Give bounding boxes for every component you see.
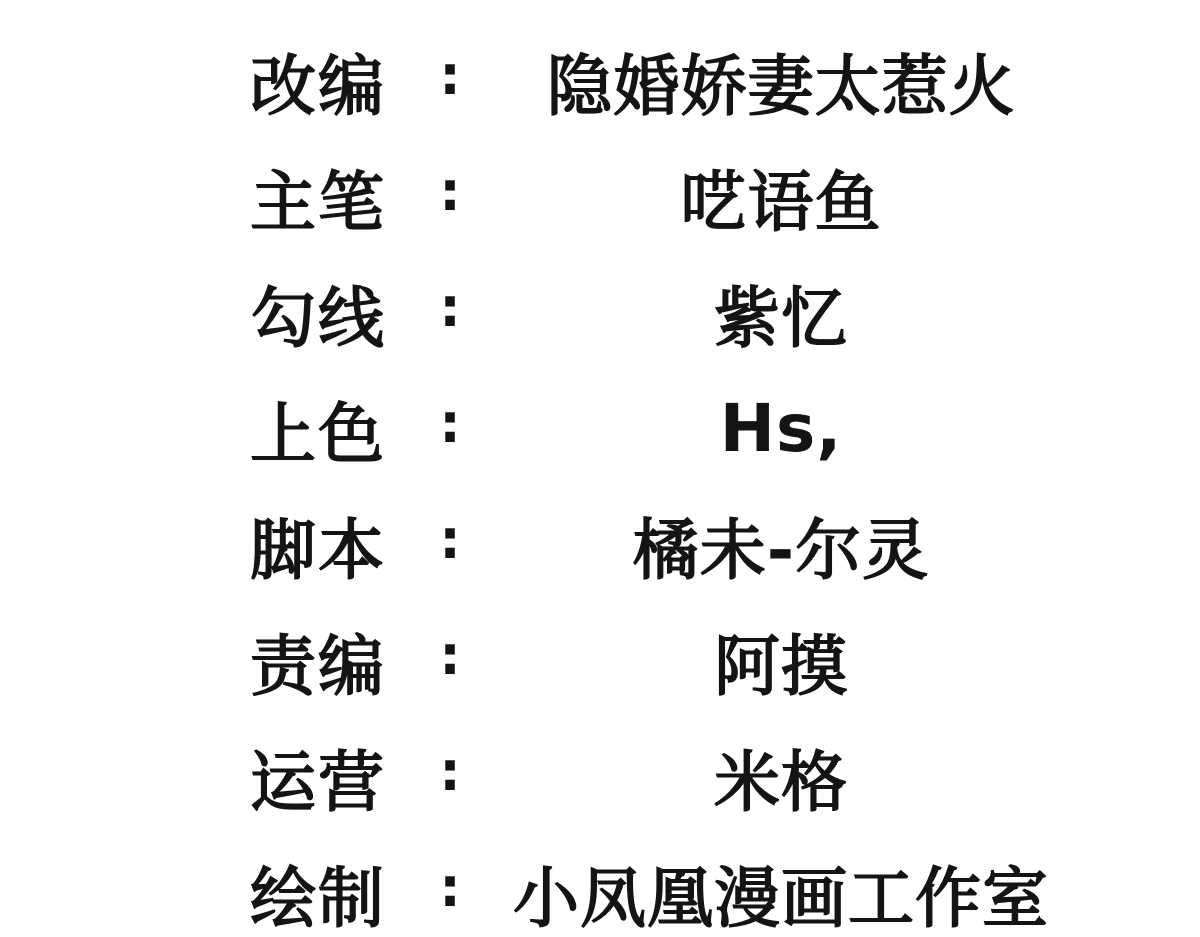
credit-row-production-studio bbox=[0, 834, 1200, 937]
credit-role-label: 运营 bbox=[250, 743, 386, 821]
credit-row-script bbox=[0, 486, 1200, 602]
credit-colon: : bbox=[439, 508, 461, 571]
credit-row-adaptation bbox=[0, 22, 1200, 138]
credit-role-label: 绘制 bbox=[250, 859, 386, 937]
credit-name-value: 米格 bbox=[714, 743, 848, 821]
credit-colon: : bbox=[439, 392, 461, 455]
credit-role-label: 勾线 bbox=[250, 279, 386, 357]
credit-role-label: 责编 bbox=[250, 627, 386, 705]
credit-name-value: 橘未-尔灵 bbox=[632, 511, 930, 589]
credit-name-value: 呓语鱼 bbox=[680, 163, 882, 241]
credit-colon: : bbox=[439, 856, 461, 919]
credit-role-label: 改编 bbox=[250, 47, 386, 125]
credit-row-lead-artist bbox=[0, 138, 1200, 254]
credit-row-editor bbox=[0, 602, 1200, 718]
credit-role-label: 脚本 bbox=[250, 511, 386, 589]
credit-name-value: 隐婚娇妻太惹火 bbox=[546, 47, 1016, 125]
credit-row-coloring bbox=[0, 370, 1200, 486]
credit-colon: : bbox=[439, 160, 461, 223]
credit-name-value: 小凤凰漫画工作室 bbox=[513, 859, 1049, 937]
credit-name-value: 阿摸 bbox=[714, 627, 848, 705]
credit-role-label: 上色 bbox=[250, 395, 386, 473]
credit-role-label: 主笔 bbox=[250, 163, 386, 241]
credit-name-value: 紫忆 bbox=[714, 279, 848, 357]
credit-row-line-art bbox=[0, 254, 1200, 370]
credit-colon: : bbox=[439, 276, 461, 339]
credit-name-value: Hs, bbox=[719, 389, 843, 467]
credit-colon: : bbox=[439, 44, 461, 107]
credit-row-operations bbox=[0, 718, 1200, 834]
credit-colon: : bbox=[439, 624, 461, 687]
credit-colon: : bbox=[439, 740, 461, 803]
